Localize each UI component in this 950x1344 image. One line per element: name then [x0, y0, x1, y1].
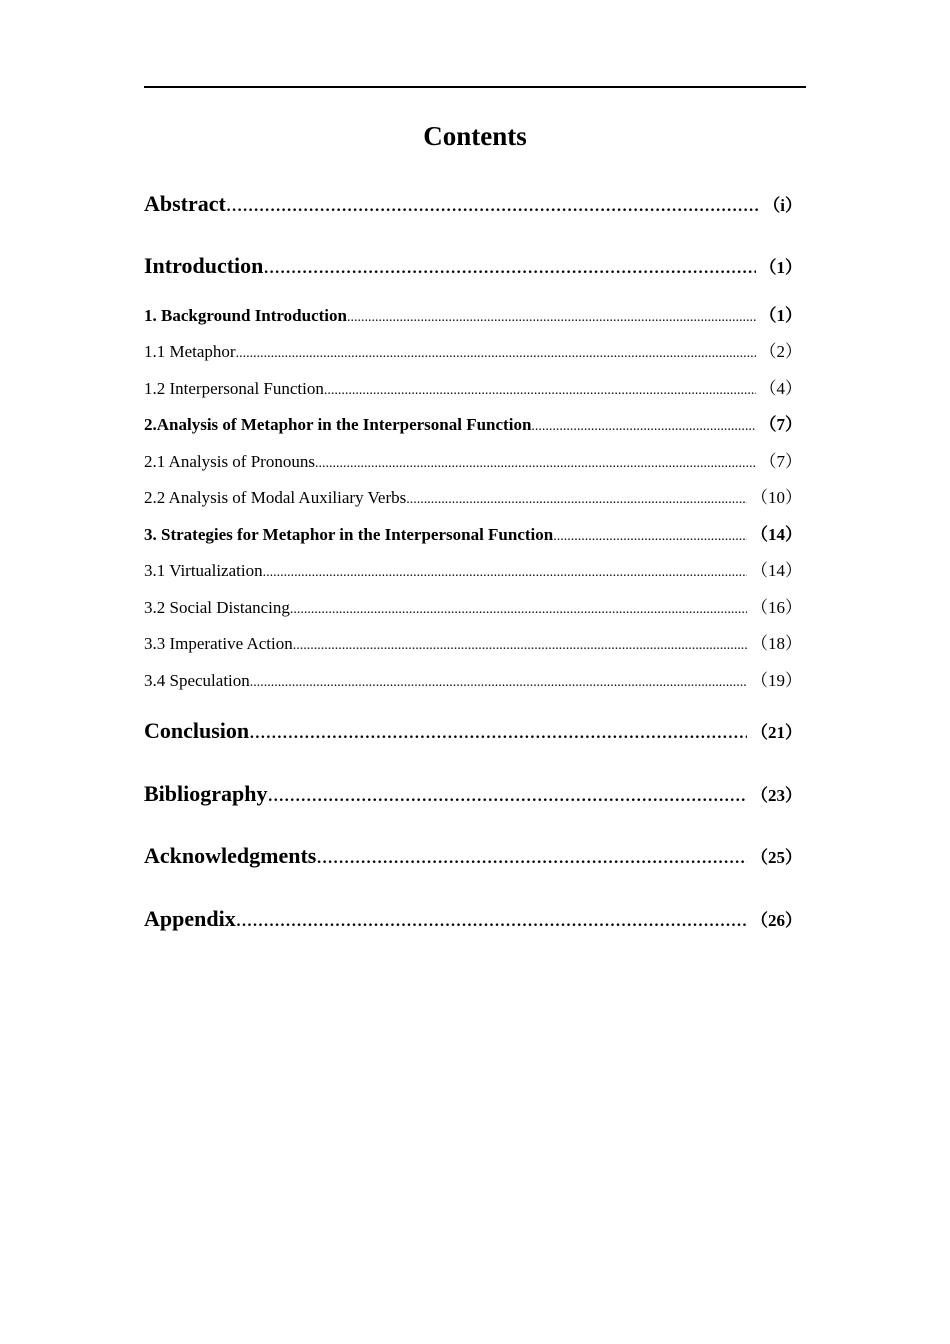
header-rule — [144, 86, 806, 88]
toc-dot-leader — [226, 190, 759, 218]
toc-entry — [144, 341, 802, 365]
toc-dot-leader — [324, 380, 756, 402]
toc-dot-leader — [267, 780, 747, 808]
toc-entry-label: 2.2 Analysis of Modal Auxiliary Verbs — [144, 488, 407, 507]
toc-page-number: （14） — [751, 561, 802, 580]
toc-page-number: （4） — [759, 379, 802, 398]
toc-page-number: （7） — [759, 452, 802, 471]
toc-entry — [144, 597, 802, 621]
toc-dot-leader — [290, 599, 747, 621]
toc-page-number: （7） — [759, 415, 802, 434]
toc-entry — [144, 717, 802, 747]
toc-dot-leader — [293, 635, 747, 657]
toc-entry — [144, 378, 802, 402]
toc-dot-leader — [347, 307, 756, 329]
toc-dot-leader — [236, 905, 747, 933]
page-title: Contents — [423, 121, 527, 151]
toc-entry-label: Appendix — [144, 906, 236, 931]
toc-page-number: （16） — [751, 598, 802, 617]
toc-page-number: （23） — [751, 786, 802, 805]
toc-page-number: （18） — [751, 634, 802, 653]
toc-entry-label: 1.2 Interpersonal Function — [144, 379, 324, 398]
toc-page-number: （2） — [759, 342, 802, 361]
toc-entry — [144, 560, 802, 584]
toc-entry-label: Conclusion — [144, 718, 250, 743]
toc-dot-leader — [531, 416, 755, 438]
toc-entry-label: Acknowledgments — [144, 843, 317, 868]
toc-entry — [144, 670, 802, 694]
toc-dot-leader — [406, 489, 747, 511]
toc-entry — [144, 633, 802, 657]
toc-entry-label: Abstract — [144, 191, 226, 216]
toc-dot-leader — [315, 453, 756, 475]
toc-dot-leader — [263, 562, 747, 584]
toc-entry-label: Bibliography — [144, 781, 268, 806]
toc-entry — [144, 252, 802, 282]
toc-entry — [144, 842, 802, 872]
toc-dot-leader — [316, 842, 747, 870]
toc-entry-label: 1. Background Introduction — [144, 306, 347, 325]
toc-page-number: （1） — [759, 258, 802, 277]
toc-dot-leader — [250, 672, 747, 694]
toc-page-number: （14） — [751, 525, 802, 544]
toc-entry-label: 3.2 Social Distancing — [144, 598, 290, 617]
toc-page-number: （25） — [751, 848, 802, 867]
toc-dot-leader — [249, 717, 747, 745]
toc-page-number: （i） — [763, 196, 802, 215]
toc-entry-label: 2.1 Analysis of Pronouns — [144, 452, 315, 471]
toc-entry — [144, 780, 802, 810]
toc-entry-label: 2.Analysis of Metaphor in the Interpersonal Function — [144, 415, 532, 434]
toc-dot-leader — [553, 526, 747, 548]
toc-entry-label: 3.3 Imperative Action — [144, 634, 293, 653]
toc-page-number: （26） — [751, 911, 802, 930]
toc-entry-label: 3. Strategies for Metaphor in the Interpersonal Function — [144, 525, 554, 544]
toc-entry-label: 3.4 Speculation — [144, 671, 250, 690]
toc-entry — [144, 305, 802, 329]
toc-entry — [144, 905, 802, 935]
toc-entry — [144, 414, 802, 438]
toc-page-number: （21） — [751, 723, 802, 742]
toc-entry-label: 3.1 Virtualization — [144, 561, 263, 580]
toc-entry — [144, 451, 802, 475]
toc-entry — [144, 190, 802, 220]
toc-page-number: （19） — [751, 671, 802, 690]
toc-page-number: （10） — [751, 488, 802, 507]
toc-entry — [144, 487, 802, 511]
toc-entry-label: 1.1 Metaphor — [144, 342, 236, 361]
toc-entry — [144, 524, 802, 548]
toc-entry-label: Introduction — [144, 253, 264, 278]
toc-dot-leader — [263, 252, 755, 280]
toc-page-number: （1） — [759, 306, 802, 325]
toc-dot-leader — [236, 343, 756, 365]
